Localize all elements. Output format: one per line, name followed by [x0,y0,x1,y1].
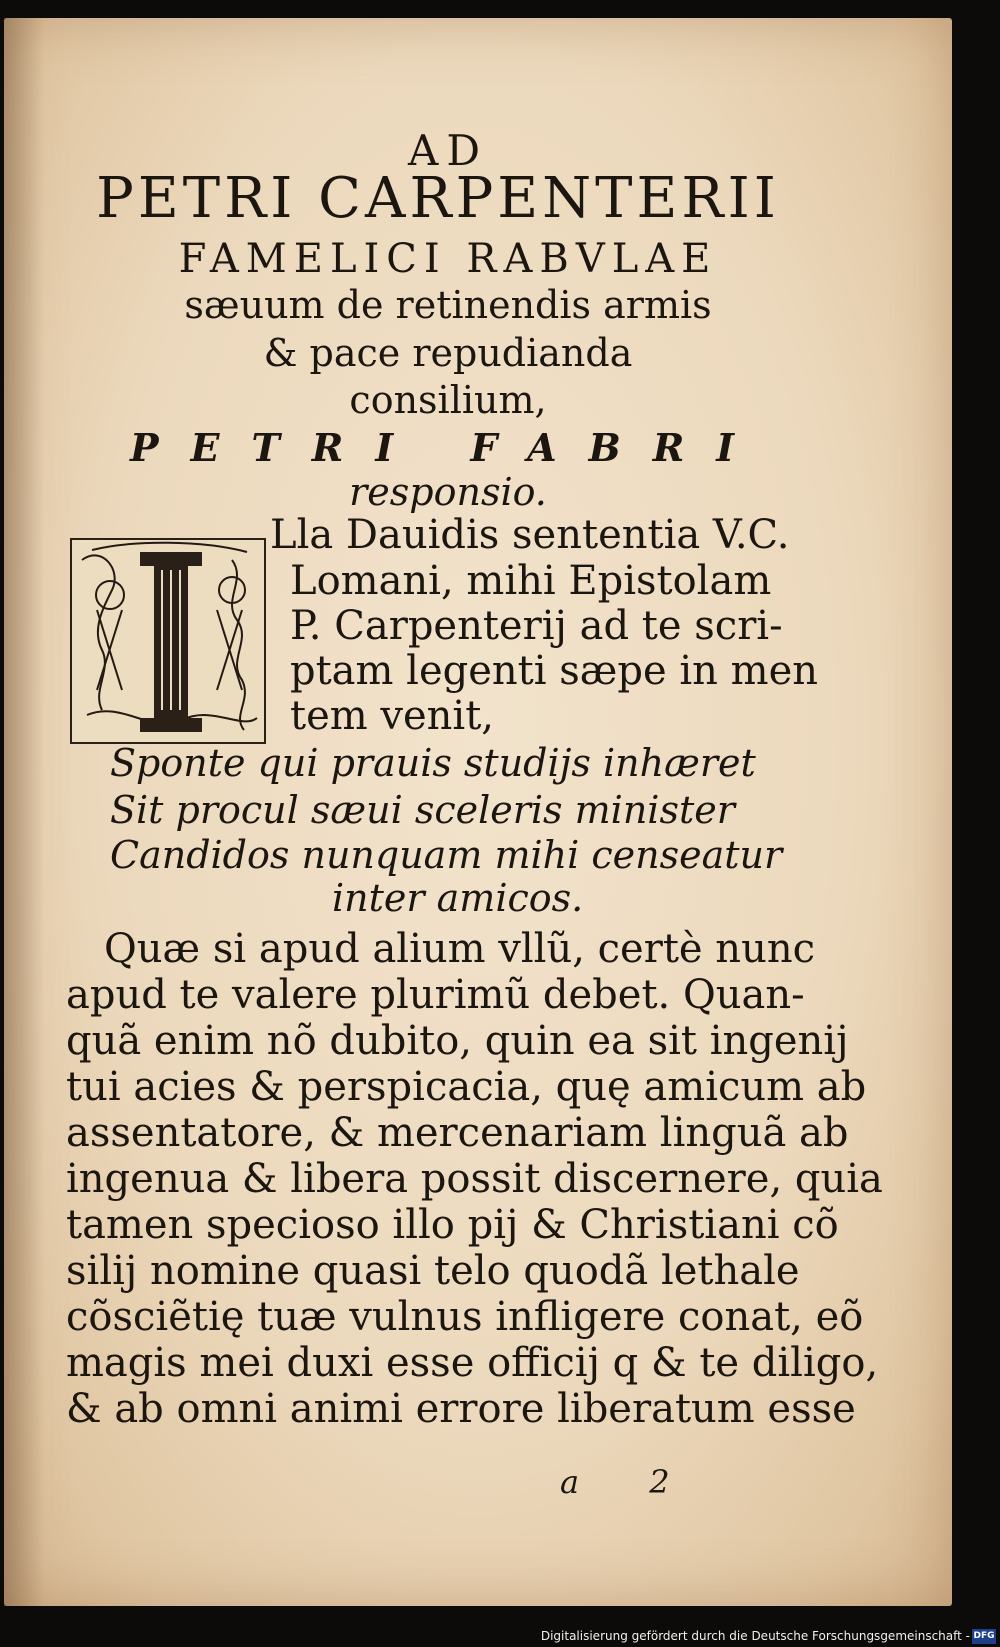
body-line: tamen specioso illo pij & Christiani cõ [66,1202,839,1248]
verse-line: Sit procul sæui sceleris minister [110,788,735,832]
title-subtitle-3: consilium, [349,378,547,422]
opening-line: Lla Dauidis sententia V.C. [270,512,790,558]
body-line: apud te valere plurimũ debet. Quan- [66,972,805,1018]
body-line: Quæ si apud alium vllũ, certè nunc [104,926,815,972]
body-line: & ab omni animi errore liberatum esse [66,1386,856,1432]
title-respondent: PETRI FABRI [129,425,767,470]
verse-line: inter amicos. [332,876,584,920]
book-page [4,18,952,1606]
title-author: PETRI CARPENTERII [96,166,780,231]
title-ad: AD [407,126,488,175]
title-subtitle-1: sæuum de retinendis armis [184,283,712,327]
dfg-logo: DFG [972,1629,996,1644]
opening-line: Lomani, mihi Epistolam [290,558,772,604]
page-text [4,18,952,1606]
verse-line: Candidos nunquam mihi censeatur [110,833,783,877]
body-line: ingenua & libera possit discernere, quia [66,1156,883,1202]
decorated-initial [70,538,266,744]
signature-mark: a 2 [560,1463,700,1501]
body-line: magis mei duxi esse officij q & te diligo, [66,1340,879,1386]
title-subtitle-2: & pace repudianda [263,331,633,375]
body-line: cõsciẽtię tuæ vulnus infligere conat, eõ [66,1294,864,1340]
body-line: silij nomine quasi telo quodã lethale [66,1248,800,1294]
title-epithet: FAMELICI RABVLAE [178,236,718,282]
opening-line: P. Carpenterij ad te scri- [290,603,783,649]
body-line: quã enim nõ dubito, quin ea sit ingenij [66,1018,849,1064]
opening-line: ptam legenti sæpe in men [290,648,819,694]
body-line: tui acies & perspicacia, quę amicum ab [66,1064,867,1110]
verse-line: Sponte qui prauis studijs inhæret [110,741,756,785]
woodcut-initial-icon [72,540,264,742]
body-line: assentatore, & mercenariam linguã ab [66,1110,849,1156]
title-response: responsio. [349,470,547,514]
footer-credit: Digitalisierung gefördert durch die Deutsche Forschungsgemeinschaft - [540,1629,970,1643]
opening-line: tem venit, [290,693,495,739]
digitization-footer [0,1627,1000,1647]
